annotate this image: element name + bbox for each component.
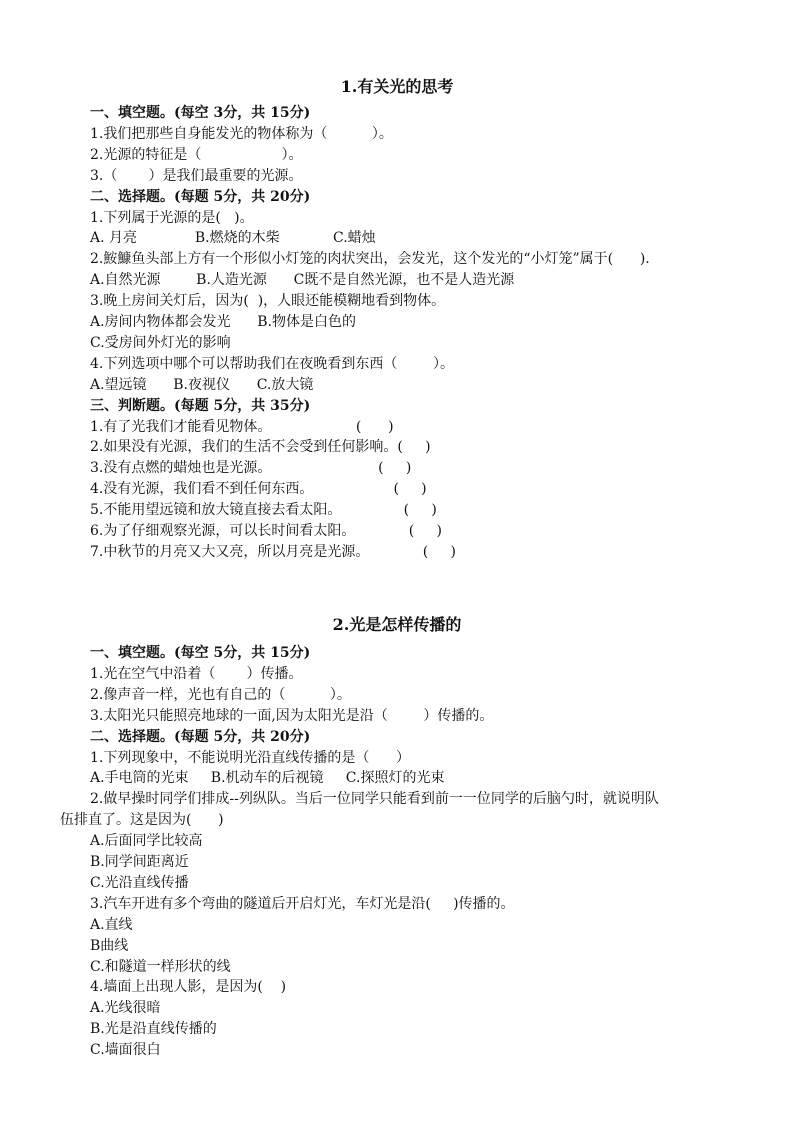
- section2-title: 2.光是怎样传播的: [332, 615, 462, 634]
- question-line: 2.如果没有光源，我们的生活不会受到任何影响。( ): [90, 439, 431, 456]
- question-line: A.后面同学比较高: [90, 833, 203, 850]
- question-line: 2.做早操时同学们排成--列纵队。当后一位同学只能看到前一一位同学的后脑勺时，就说明队: [90, 791, 659, 808]
- question-line: 3.晚上房间关灯后，因为( )，人眼还能模糊地看到物体。: [90, 293, 446, 310]
- question-line: 7.中秋节的月亮又大又亮，所以月亮是光源。 ( ): [90, 543, 456, 560]
- question-line: A.望远镜 B.夜视仪 C.放大镜: [90, 376, 314, 393]
- question-line: 1.我们把那些自身能发光的物体称为（ ）。: [90, 125, 393, 142]
- section-heading: 二、选择题。(每题 5分，共 20分): [90, 728, 311, 745]
- question-line: 1.光在空气中沿着（ ）传播。: [90, 665, 303, 682]
- question-line: 1.下列属于光源的是( )。: [90, 209, 254, 226]
- question-line: A. 月亮 B.燃烧的木柴 C.蜡烛: [90, 230, 376, 247]
- question-line: C.墙面很白: [90, 1042, 161, 1059]
- section1-title: 1.有关光的思考: [340, 77, 454, 96]
- section-heading: 一、填空题。(每空 3分，共 15分): [90, 105, 311, 121]
- question-line: 2.像声音一样，光也有自己的（ ）。: [90, 686, 351, 703]
- question-line: A.手电筒的光束 B.机动车的后视镜 C.探照灯的光束: [90, 770, 445, 787]
- question-line: 3.（ ）是我们最重要的光源。: [90, 167, 303, 184]
- question-line: 1.下列现象中，不能说明光沿直线传播的是（ ）: [90, 749, 411, 766]
- question-line: 6.为了仔细观察光源，可以长时间看太阳。 ( ): [90, 523, 442, 539]
- question-line: A.房间内物体都会发光 B.物体是白色的: [90, 314, 356, 330]
- question-line: C.光沿直线传播: [90, 874, 189, 891]
- section-heading: 三、判断题。(每题 5分，共 35分): [90, 397, 311, 414]
- question-line: 3.汽车开进有多个弯曲的隧道后开启灯光，车灯光是沿( )传播的。: [90, 895, 515, 912]
- question-line: 3.没有点燃的蜡烛也是光源。 ( ): [90, 460, 412, 477]
- question-line: B曲线: [90, 937, 129, 954]
- question-line: C.和隧道一样形状的线: [90, 958, 231, 975]
- question-line: A.自然光源 B.人造光源 C既不是自然光源，也不是人造光源: [90, 272, 515, 289]
- question-line: 1.有了光我们才能看见物体。 ( ): [90, 418, 394, 435]
- question-line: 伍排直了。这是因为( ): [60, 812, 224, 829]
- question-line: B.同学间距离近: [90, 854, 189, 870]
- section-heading: 一、填空题。(每空 5分，共 15分): [90, 645, 311, 661]
- question-line: A.光线很暗: [90, 1000, 161, 1017]
- section-heading: 二、选择题。(每题 5分，共 20分): [90, 188, 311, 205]
- question-line: 4.墙面上出现人影，是因为( ): [90, 979, 287, 996]
- question-line: 5.不能用望远镜和放大镜直接去看太阳。 ( ): [90, 502, 437, 519]
- question-line: 4.没有光源，我们看不到任何东西。 ( ): [90, 481, 427, 498]
- question-line: C.受房间外灯光的影响: [90, 334, 231, 351]
- question-line: A.直线: [90, 916, 133, 933]
- question-line: B.光是沿直线传播的: [90, 1021, 217, 1038]
- question-line: 2.鮟鱇鱼头部上方有一个形似小灯笼的肉状突出，会发光，这个发光的“小灯笼”属于( ).: [90, 251, 650, 268]
- question-line: 4.下列选项中哪个可以帮助我们在夜晚看到东西（ ）。: [90, 355, 454, 372]
- question-line: 2.光源的特征是（ ）。: [90, 146, 303, 163]
- question-line: 3.太阳光只能照亮地球的一面,因为太阳光是沿（ ）传播的。: [90, 707, 494, 724]
